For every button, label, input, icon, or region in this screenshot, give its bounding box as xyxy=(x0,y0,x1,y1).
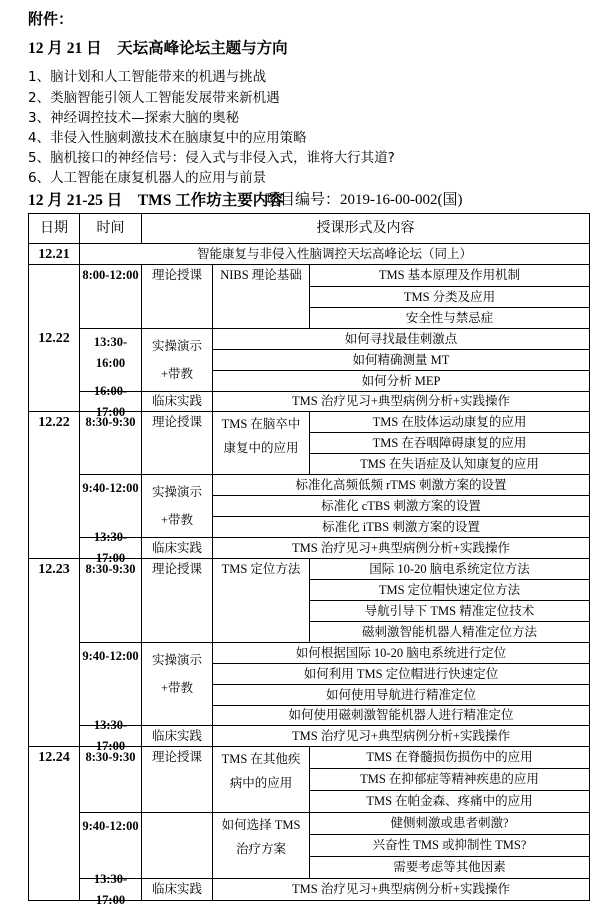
header-content: 授课形式及内容 xyxy=(141,213,590,244)
topic-cell: TMS 在肢体运动康复的应用 xyxy=(309,411,590,433)
workshop-title: 12 月 21-25 日 TMS 工作坊主要内容 xyxy=(28,192,284,209)
form-cell: 实操演示+带教 xyxy=(141,328,213,392)
forum-title: 12 月 21 日 天坛高峰论坛主题与方向 xyxy=(28,40,288,57)
topic-cell: 安全性与禁忌症 xyxy=(309,307,590,329)
topic-cell: 标准化高频低频 rTMS 刺激方案的设置 xyxy=(212,474,590,496)
topic-cell: TMS 在抑郁症等精神疾患的应用 xyxy=(309,768,590,791)
attachment-label: 附件： xyxy=(28,10,74,28)
time-cell: 9:40-12:00 xyxy=(79,812,142,879)
topic-cell: 健侧刺激或患者刺激? xyxy=(309,812,590,835)
project-number: 项目编号：2019-16-00-002(国) xyxy=(265,192,463,208)
subject-cell: 如何选择 TMS 治疗方案 xyxy=(212,812,310,879)
topic-cell: 兴奋性 TMS 或抑制性 TMS? xyxy=(309,834,590,857)
form-cell: 理论授课 xyxy=(141,746,213,813)
topic-cell: 如何利用 TMS 定位帽进行快速定位 xyxy=(212,663,590,685)
form-cell: 实操演示+带教 xyxy=(141,474,213,538)
topic-cell: 如何使用磁刺激智能机器人进行精准定位 xyxy=(212,705,590,726)
time-cell: 9:40-12:00 xyxy=(79,642,142,726)
topic-cell: 如何分析 MEP xyxy=(212,370,590,392)
time-cell: 13:30-16:00 xyxy=(79,328,142,392)
form-cell: 实操演示+带教 xyxy=(141,642,213,726)
content-cell: TMS 治疗见习+典型病例分析+实践操作 xyxy=(212,725,590,747)
time-cell: 9:40-12:00 xyxy=(79,474,142,538)
subject-cell: TMS 在其他疾病中的应用 xyxy=(212,746,310,813)
topic-cell: 标准化 cTBS 刺激方案的设置 xyxy=(212,495,590,517)
content-cell: TMS 治疗见习+典型病例分析+实践操作 xyxy=(212,537,590,559)
time-cell: 16:00-17:00 xyxy=(79,391,142,412)
topic-cell: 如何根据国际 10-20 脑电系统进行定位 xyxy=(212,642,590,664)
content-cell: 智能康复与非侵入性脑调控天坛高峰论坛（同上） xyxy=(79,243,590,265)
time-cell: 13:30-17:00 xyxy=(79,725,142,747)
time-cell: 13:30-17:00 xyxy=(79,878,142,901)
time-cell: 8:30-9:30 xyxy=(79,411,142,475)
time-cell: 8:30-9:30 xyxy=(79,746,142,813)
topic-cell: 标准化 iTBS 刺激方案的设置 xyxy=(212,516,590,538)
topic-cell: TMS 分类及应用 xyxy=(309,286,590,308)
date-cell: 12.21 xyxy=(28,243,80,265)
time-cell: 8:30-9:30 xyxy=(79,558,142,643)
topic-cell: 国际 10-20 脑电系统定位方法 xyxy=(309,558,590,580)
subject-cell: TMS 定位方法 xyxy=(212,558,310,643)
time-cell: 13:30-17:00 xyxy=(79,537,142,559)
forum-item: 1、脑计划和人工智能带来的机遇与挑战 xyxy=(28,69,267,85)
header-date: 日期 xyxy=(28,213,80,244)
form-cell: 理论授课 xyxy=(141,411,213,475)
subject-cell: TMS 在脑卒中康复中的应用 xyxy=(212,411,310,475)
form-cell: 临床实践 xyxy=(141,391,213,412)
topic-cell: TMS 在脊髓损伤损伤中的应用 xyxy=(309,746,590,769)
form-cell: 理论授课 xyxy=(141,558,213,643)
date-cell: 12.24 xyxy=(28,746,80,901)
form-cell xyxy=(141,812,213,879)
subject-cell: NIBS 理论基础 xyxy=(212,264,310,329)
header-time: 时间 xyxy=(79,213,142,244)
form-cell: 临床实践 xyxy=(141,537,213,559)
date-cell: 12.23 xyxy=(28,558,80,747)
topic-cell: TMS 在帕金森、疼痛中的应用 xyxy=(309,790,590,813)
form-cell: 临床实践 xyxy=(141,725,213,747)
topic-cell: 如何精确测量 MT xyxy=(212,349,590,371)
forum-item: 3、神经调控技术—探索大脑的奥秘 xyxy=(28,110,240,126)
topic-cell: TMS 在失语症及认知康复的应用 xyxy=(309,453,590,475)
time-cell: 8:00-12:00 xyxy=(79,264,142,329)
form-cell: 理论授课 xyxy=(141,264,213,329)
forum-item: 2、类脑智能引领人工智能发展带来新机遇 xyxy=(28,90,280,106)
date-cell: 12.22 xyxy=(28,264,80,412)
topic-cell: 磁刺激智能机器人精准定位方法 xyxy=(309,621,590,643)
content-cell: TMS 治疗见习+典型病例分析+实践操作 xyxy=(212,878,590,901)
content-cell: TMS 治疗见习+典型病例分析+实践操作 xyxy=(212,391,590,412)
topic-cell: 如何使用导航进行精准定位 xyxy=(212,684,590,706)
topic-cell: 导航引导下 TMS 精准定位技术 xyxy=(309,600,590,622)
date-cell: 12.22 xyxy=(28,411,80,559)
topic-cell: TMS 在吞咽障碍康复的应用 xyxy=(309,432,590,454)
topic-cell: TMS 定位帽快速定位方法 xyxy=(309,579,590,601)
topic-cell: 需要考虑等其他因素 xyxy=(309,856,590,879)
forum-item: 5、脑机接口的神经信号：侵入式与非侵入式，谁将大行其道? xyxy=(28,150,395,166)
topic-cell: TMS 基本原理及作用机制 xyxy=(309,264,590,287)
forum-item: 4、非侵入性脑刺激技术在脑康复中的应用策略 xyxy=(28,130,307,146)
form-cell: 临床实践 xyxy=(141,878,213,901)
forum-item: 6、人工智能在康复机器人的应用与前景 xyxy=(28,170,267,186)
topic-cell: 如何寻找最佳刺激点 xyxy=(212,328,590,350)
